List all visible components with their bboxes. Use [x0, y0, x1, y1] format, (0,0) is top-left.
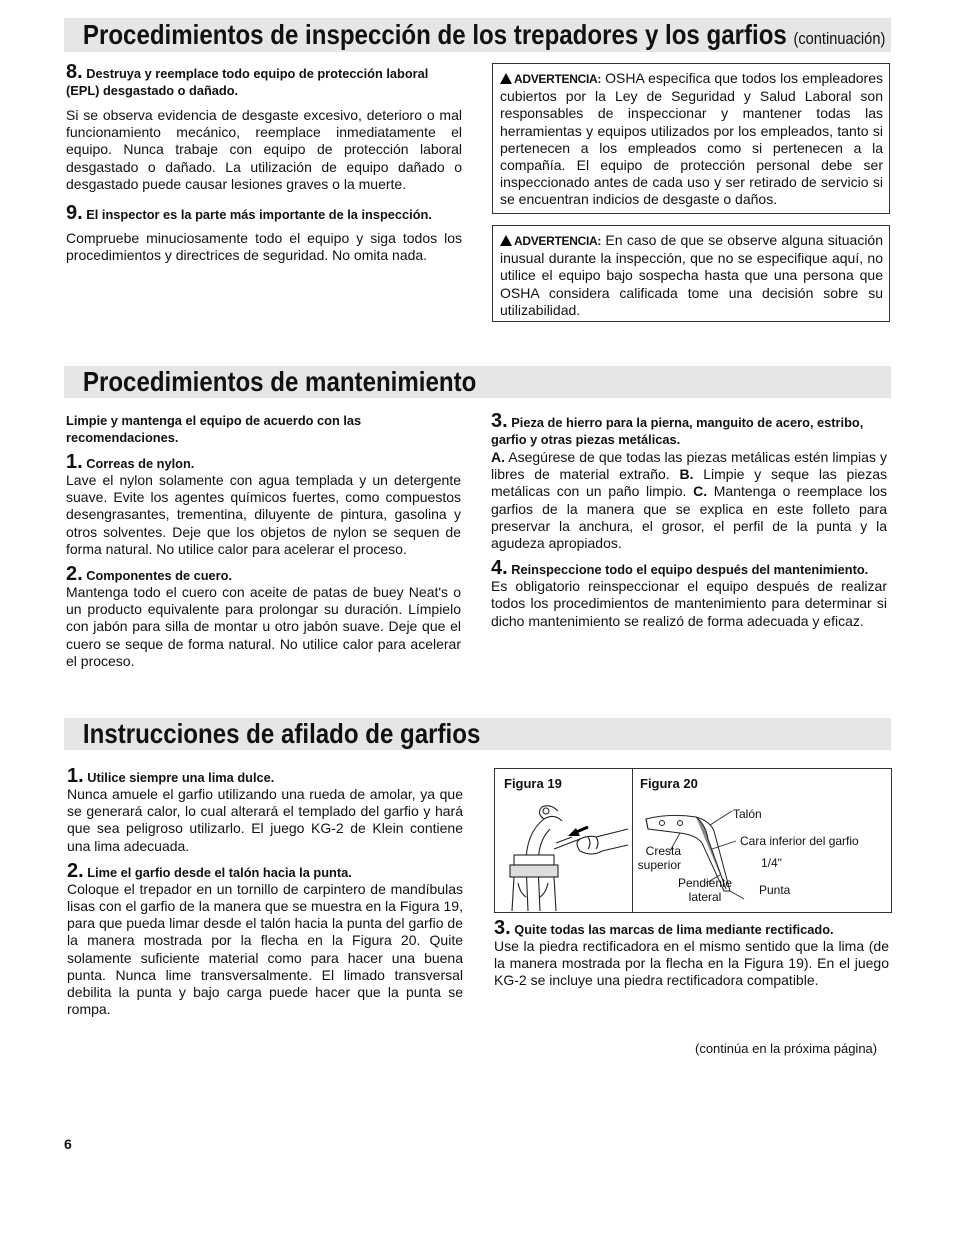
item-number: 2. — [66, 563, 83, 586]
maint-item-4-heading — [491, 558, 887, 580]
warning-box-unusual — [492, 225, 890, 322]
item-heading: Quite todas las marcas de lima mediante rectificado. — [514, 922, 834, 937]
sharpening-right-column — [494, 918, 889, 990]
figure-19-illustration — [496, 793, 632, 913]
item-number: 3. — [491, 410, 508, 432]
step-text: Mantenga o reemplace los garfios de la manera que se explica en este folleto para preservar la anchura, el grosor, el perfil de la punta y la agudeza apropiados. — [491, 483, 888, 552]
step-text: Asegúrese de que todas las piezas metálicas estén limpias y libres de material extraño. — [491, 449, 887, 483]
label-cara-inferior: Cara inferior del garfio — [740, 834, 859, 848]
warning-text: OSHA especifica que todos los empleadores cubiertos por la Ley de Seguridad y Salud Laboral son responsables de inspeccionar y mantener todas las herramientas y equipos utilizados por los empleados, tanto si pertenecen a los empleados como si pertenecen a la compañía. El equipo de protección personal debe ser inspeccionado antes de cada uso y ser retirado de servicio si se encuentran indicios de desgaste o daños. — [500, 70, 884, 208]
maintenance-right-column — [491, 410, 888, 630]
maint-item-2-body: Mantenga todo el cuero con aceite de patas de buey Neat's o un producto equivalente para prolongar su duración. Límpielo con jabón para silla de montar u otro jabón suave. Deje que el cuero se seque de forma natural. No utilice calor para acelerar el proceso. — [66, 584, 461, 669]
item-heading: Pieza de hierro para la pierna, manguito de acero, estribo, garfio y otras piezas metálicas. — [491, 415, 864, 447]
section-title-suffix: (continuación) — [793, 29, 886, 48]
item-9-body: Compruebe minuciosamente todo el equipo y siga todos los procedimientos y directrices de seguridad. No omita nada. — [66, 230, 462, 264]
figure-20-label: Figura 20 — [640, 776, 698, 791]
warning-triangle-icon — [500, 73, 512, 84]
item-number: 2. — [67, 859, 84, 882]
sharp-item-1-heading — [67, 766, 463, 788]
section-title: Procedimientos de inspección de los trepadores y los garfios — [82, 19, 787, 50]
warning-box-osha — [492, 63, 890, 214]
item-number: 1. — [67, 765, 84, 787]
maint-item-1-body: Lave el nylon solamente con agua templada y un detergente suave. Evite los agentes químicos fuertes, como compuestos desengrasantes, trementina, diluyente de pintura, gasolina y otros solventes. Deje que los objetos de nylon se sequen de forma natural. No utilice calor para acelerar el proceso. — [66, 472, 461, 557]
section-title: Instrucciones de afilado de garfios — [82, 718, 481, 749]
step-label: C. — [693, 483, 708, 500]
item-number: 1. — [66, 451, 83, 473]
maint-item-3-heading — [491, 410, 887, 448]
warning-label: ADVERTENCIA: — [514, 234, 602, 248]
item-number: 9. — [66, 202, 83, 225]
label-punta: Punta — [759, 883, 791, 897]
section-header-sharpening — [64, 718, 891, 750]
item-number: 3. — [494, 917, 511, 939]
label-talon: Talón — [733, 807, 762, 821]
figures-box — [494, 768, 892, 913]
sharp-item-3-heading — [494, 918, 889, 940]
figure-divider — [632, 769, 633, 912]
warning-label: ADVERTENCIA: — [514, 72, 602, 86]
maint-item-2-heading — [66, 564, 461, 586]
label-pendiente-lateral: Pendiente lateral — [677, 876, 733, 904]
maint-item-1-heading — [66, 452, 461, 474]
item-heading: Componentes de cuero. — [86, 568, 233, 584]
step-label: A. — [491, 449, 505, 465]
warning-triangle-icon — [500, 235, 512, 246]
maint-item-4-body: Es obligatorio reinspeccionar el equipo después de realizar todos los procedimientos de mantenimiento para determinar si dicho mantenimiento se realizó de forma adecuada y eficaz. — [491, 578, 887, 629]
continued-note: (continúa en la próxima página) — [695, 1041, 878, 1056]
sharp-item-1-body: Nunca amuele el garfio utilizando una rueda de amolar, ya que se generará calor, lo cual alterará el templado del garfio y hará que sea peligroso utilizarlo. El juego KG-2 de Klein contiene una lima adecuada. — [67, 786, 463, 854]
item-heading: Reinspeccione todo el equipo después del mantenimiento. — [511, 562, 869, 578]
item-heading: Utilice siempre una lima dulce. — [87, 770, 275, 785]
sharp-item-3-body: Use la piedra rectificadora en el mismo sentido que la lima (de la manera mostrada por la flecha en la Figura 19). En el juego KG-2 se incluye una piedra rectificadora compatible. — [494, 938, 889, 989]
section-header-inspection — [64, 18, 891, 52]
label-quarter-inch: 1/4" — [761, 856, 782, 870]
item-9-heading — [66, 203, 462, 225]
sharp-item-2-body: Coloque el trepador en un tornillo de carpintero de mandíbulas lisas con el garfio de la manera que se muestra en la Figura 19, para que pueda limar desde el talón hacia la punta del garfio de la manera mostrada por la flecha en la Figura 20. Quite solamente suficiente material como para hacer una buena punta. Nunca lime transversalmente. El limado transversal debilita la punta y bajo carga puede hacer que la punta se rompa. — [67, 880, 463, 1018]
item-8-body: Si se observa evidencia de desgaste excesivo, deterioro o mal funcionamiento mecánico, reemplace inmediatamente el equipo. Nunca trabaje con equipo de protección laboral desgastado o dañado. La utilización de equipo dañado o desgastado puede causar lesiones graves o la muerte. — [66, 107, 462, 192]
label-cresta-superior: Cresta superior — [637, 844, 681, 872]
section-header-maintenance — [64, 366, 891, 398]
page-number: 6 — [64, 1136, 72, 1152]
inspection-left-column — [66, 61, 462, 264]
item-heading: El inspector es la parte más importante de la inspección. — [86, 207, 432, 223]
step-text: Limpie y seque las piezas metálicas con un paño limpio. — [491, 466, 888, 500]
item-number: 4. — [491, 557, 508, 580]
maintenance-intro: Limpie y mantenga el equipo de acuerdo con las recomendaciones. — [66, 413, 362, 445]
item-8-heading — [66, 61, 462, 99]
figure-19-label: Figura 19 — [504, 776, 562, 791]
item-heading: Destruya y reemplace todo equipo de protección laboral (EPL) desgastado o dañado. — [66, 66, 429, 98]
item-heading: Lime el garfio desde el talón hacia la punta. — [87, 864, 352, 880]
step-label: B. — [679, 466, 694, 483]
item-number: 8. — [66, 61, 83, 83]
item-heading: Correas de nylon. — [86, 456, 195, 471]
sharpening-left-column — [67, 766, 463, 1018]
section-title: Procedimientos de mantenimiento — [82, 366, 477, 397]
warning-text: En caso de que se observe alguna situación inusual durante la inspección, que no se especifique aquí, no utilice el equipo bajo sospecha hasta que una persona que OSHA considera calificada tome una decisión sobre su utilizabilidad. — [500, 232, 884, 318]
sharp-item-2-heading — [67, 861, 463, 883]
maintenance-left-column — [66, 412, 461, 670]
maint-item-3-body — [491, 449, 887, 552]
